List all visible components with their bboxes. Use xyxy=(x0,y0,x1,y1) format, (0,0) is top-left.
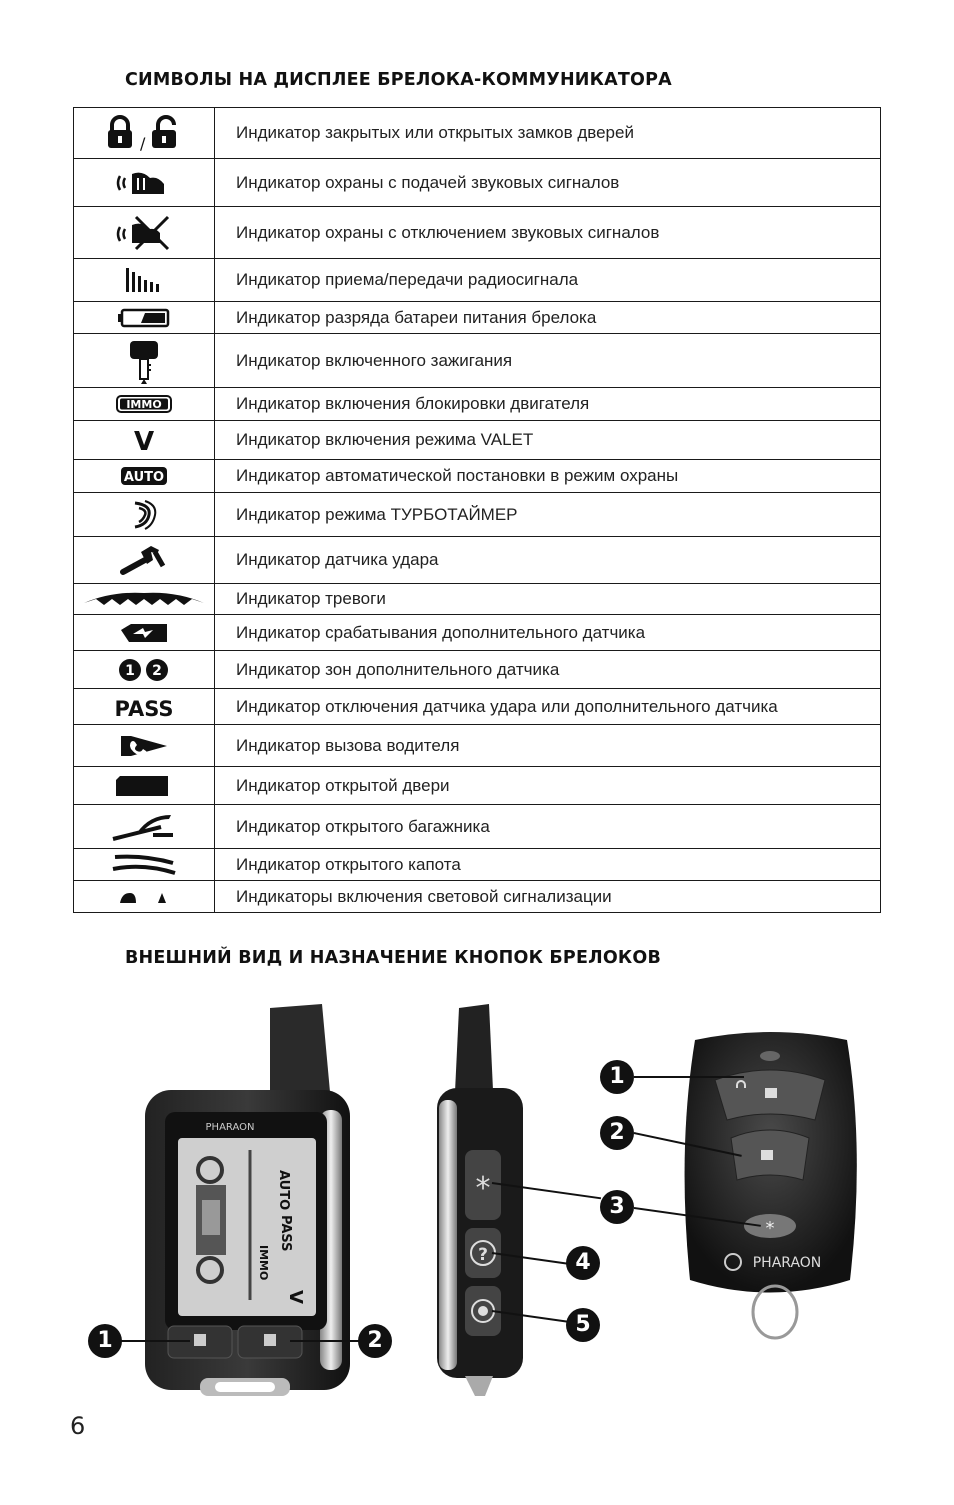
small-star-label: * xyxy=(765,1218,775,1239)
symbol-description: Индикатор датчика удара xyxy=(215,537,881,584)
symbol-description: Индикатор открытой двери xyxy=(215,767,881,805)
door-open-icon xyxy=(74,767,215,805)
callout-4: 4 xyxy=(566,1246,600,1280)
symbol-description: Индикатор закрытых или открытых замков дверей xyxy=(215,108,881,159)
table-row xyxy=(74,881,881,913)
alarm-icon xyxy=(74,584,215,615)
signal-strength-icon xyxy=(74,259,215,302)
table-row xyxy=(74,259,881,302)
auto-label: AUTO xyxy=(123,470,165,485)
table-row xyxy=(74,767,881,805)
table-row xyxy=(74,537,881,584)
lights-icon xyxy=(74,881,215,913)
side-fob xyxy=(425,1000,535,1400)
symbol-description: Индикатор включенного зажигания xyxy=(215,334,881,388)
valet-icon xyxy=(74,421,215,460)
symbol-description: Индикатор включения блокировки двигателя xyxy=(215,388,881,421)
symbol-description: Индикаторы включения световой сигнализации xyxy=(215,881,881,913)
symbol-description: Индикатор режима ТУРБОТАЙМЕР xyxy=(215,493,881,537)
symbol-description: Индикатор вызова водителя xyxy=(215,725,881,767)
table-row xyxy=(74,388,881,421)
battery-icon xyxy=(74,302,215,334)
trunk-open-icon xyxy=(74,805,215,849)
fob-brand-2: PHARAON xyxy=(752,1255,822,1271)
page-number: 6 xyxy=(70,1412,86,1440)
table-row xyxy=(74,805,881,849)
armed-silent-icon xyxy=(74,207,215,259)
symbols-table xyxy=(73,107,881,913)
immo-icon xyxy=(74,388,215,421)
table-row xyxy=(74,108,881,159)
lcd-auto: AUTO xyxy=(276,1170,291,1211)
pass-label: PASS xyxy=(114,696,174,719)
valet-label: V xyxy=(133,427,155,453)
symbol-description: Индикатор включения режима VALET xyxy=(215,421,881,460)
symbol-description: Индикатор открытого капота xyxy=(215,849,881,881)
fob-brand: PHARAON xyxy=(205,1122,255,1133)
symbols-heading: СИМВОЛЫ НА ДИСПЛЕЕ БРЕЛОКА-КОММУНИКАТОРА xyxy=(125,70,672,90)
extra-sensor-icon xyxy=(74,615,215,651)
table-row xyxy=(74,460,881,493)
lcd-valet: V xyxy=(285,1290,306,1304)
lcd-pass: PASS xyxy=(278,1215,293,1252)
table-row xyxy=(74,615,881,651)
symbol-description: Индикатор разряда батареи питания брелока xyxy=(215,302,881,334)
callout-1-remote: 1 xyxy=(600,1060,634,1094)
symbol-description: Индикатор открытого багажника xyxy=(215,805,881,849)
table-row xyxy=(74,849,881,881)
symbol-description: Индикатор охраны с отключением звуковых сигналов xyxy=(215,207,881,259)
lock-unlock-icon xyxy=(74,108,215,159)
pass-icon xyxy=(74,689,215,725)
callout-5: 5 xyxy=(566,1308,600,1342)
table-row xyxy=(74,334,881,388)
hood-open-icon xyxy=(74,849,215,881)
table-row xyxy=(74,725,881,767)
zones-icon xyxy=(74,651,215,689)
buttons-heading: ВНЕШНИЙ ВИД И НАЗНАЧЕНИЕ КНОПОК БРЕЛОКОВ xyxy=(125,948,662,968)
symbol-description: Индикатор срабатывания дополнительного датчика xyxy=(215,615,881,651)
symbol-description: Индикатор зон дополнительного датчика xyxy=(215,651,881,689)
symbol-description: Индикатор автоматической постановки в режим охраны xyxy=(215,460,881,493)
table-row xyxy=(74,159,881,207)
table-row xyxy=(74,689,881,725)
question-label: ? xyxy=(478,1245,488,1265)
table-row xyxy=(74,651,881,689)
lcd-immo: IMMO xyxy=(257,1245,270,1281)
auto-icon xyxy=(74,460,215,493)
call-driver-icon xyxy=(74,725,215,767)
key-ring xyxy=(753,1286,797,1338)
svg-text:/: / xyxy=(140,134,146,151)
table-row xyxy=(74,302,881,334)
callout-2-remote: 2 xyxy=(600,1116,634,1150)
symbol-description: Индикатор тревоги xyxy=(215,584,881,615)
table-row xyxy=(74,207,881,259)
symbol-description: Индикатор охраны с подачей звуковых сигналов xyxy=(215,159,881,207)
table-row xyxy=(74,584,881,615)
key-icon xyxy=(74,334,215,388)
zone-1-label: 1 xyxy=(125,662,135,679)
immo-label: IMMO xyxy=(126,398,162,411)
turbo-timer-icon xyxy=(74,493,215,537)
table-row xyxy=(74,493,881,537)
callout-1: 1 xyxy=(88,1324,122,1358)
star-label: * xyxy=(475,1171,491,1206)
symbol-description: Индикатор отключения датчика удара или дополнительного датчика xyxy=(215,689,881,725)
zone-2-label: 2 xyxy=(152,662,162,679)
symbol-description: Индикатор приема/передачи радиосигнала xyxy=(215,259,881,302)
armed-sound-icon xyxy=(74,159,215,207)
hammer-icon xyxy=(74,537,215,584)
table-row xyxy=(74,421,881,460)
callout-3-side: 3 xyxy=(600,1190,634,1224)
callout-2: 2 xyxy=(358,1324,392,1358)
